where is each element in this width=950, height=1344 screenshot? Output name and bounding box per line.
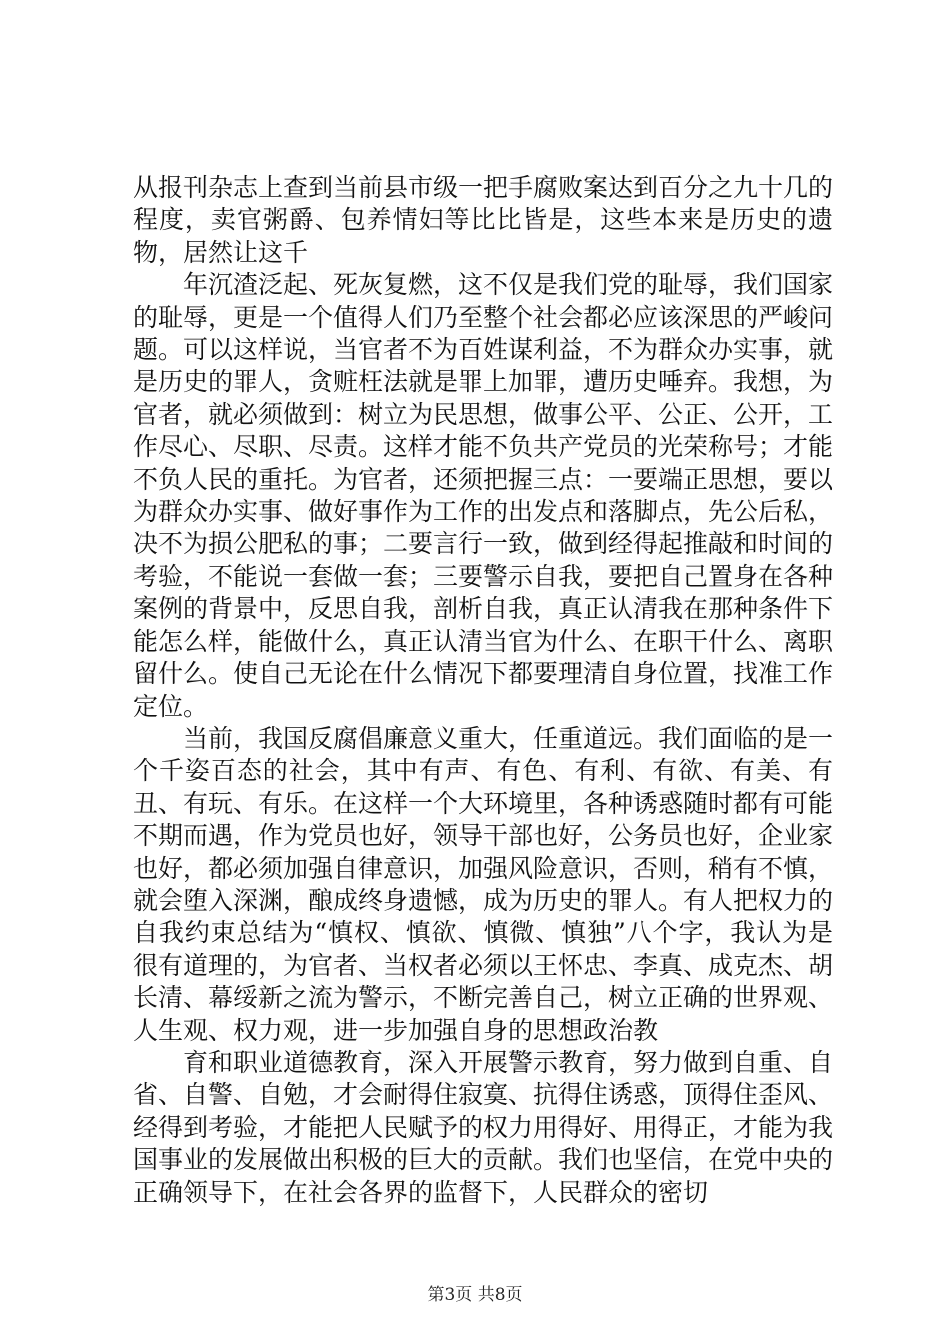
paragraph-1: 从报刊杂志上查到当前县市级一把手腐败案达到百分之九十几的程度，卖官粥爵、包养情妇等比比皆是，这些本来是历史的遗物，居然让这千 bbox=[133, 173, 834, 267]
paragraph-4: 育和职业道德教育，深入开展警示教育，努力做到自重、自省、自警、自勉，才会耐得住寂寞、抗得住诱惑，顶得住歪风、经得到考验，才能把人民赋予的权力用得好、用得正，才能为我国事业的发展做出积极的巨大的贡献。我们也坚信，在党中央的正确领导下，在社会各界的监督下，人民群众的密切 bbox=[133, 1047, 834, 1207]
page-number-footer: 第3页 共8页 bbox=[427, 1285, 523, 1305]
document-body bbox=[133, 172, 833, 1209]
paragraph-2: 年沉渣泛起、死灰复燃，这不仅是我们党的耻辱，我们国家的耻辱，更是一个值得人们乃至整个社会都必应该深思的严峻问题。可以这样说，当官者不为百姓谋利益，不为群众办实事，就是历史的罪人，贪赃枉法就是罪上加罪，遭历史唾弃。我想，为官者，就必须做到：树立为民思想，做事公平、公正、公开，工作尽心、尽职、尽责。这样才能不负共产党员的光荣称号；才能不负人民的重托。为官者，还须把握三点：一要端正思想，要以为群众办实事、做好事作为工作的出发点和落脚点，先公后私，决不为损公肥私的事；二要言行一致，做到经得起推敲和时间的考验，不能说一套做一套；三要警示自我，要把自己置身在各种案例的背景中，反思自我，剖析自我，真正认清我在那种条件下能怎么样，能做什么，真正认清当官为什么、在职干什么、离职留什么。使自己无论在什么情况下都要理清自身位置，找准工作定位。 bbox=[133, 270, 834, 721]
paragraph-3: 当前，我国反腐倡廉意义重大，任重道远。我们面临的是一个千姿百态的社会，其中有声、有色、有利、有欲、有美、有丑、有玩、有乐。在这样一个大环境里，各种诱惑随时都有可能不期而遇，作为党员也好，领导干部也好，公务员也好，企业家也好，都必须加强自律意识，加强风险意识，否则，稍有不慎，就会堕入深渊，酿成终身遗憾，成为历史的罪人。有人把权力的自我约束总结为“慎权、慎欲、慎微、慎独”八个字，我认为是很有道理的，为官者、当权者必须以王怀忠、李真、成克杰、胡长清、幕绥新之流为警示，不断完善自己，树立正确的世界观、人生观、权力观，进一步加强自身的思想政治教 bbox=[133, 723, 834, 1045]
